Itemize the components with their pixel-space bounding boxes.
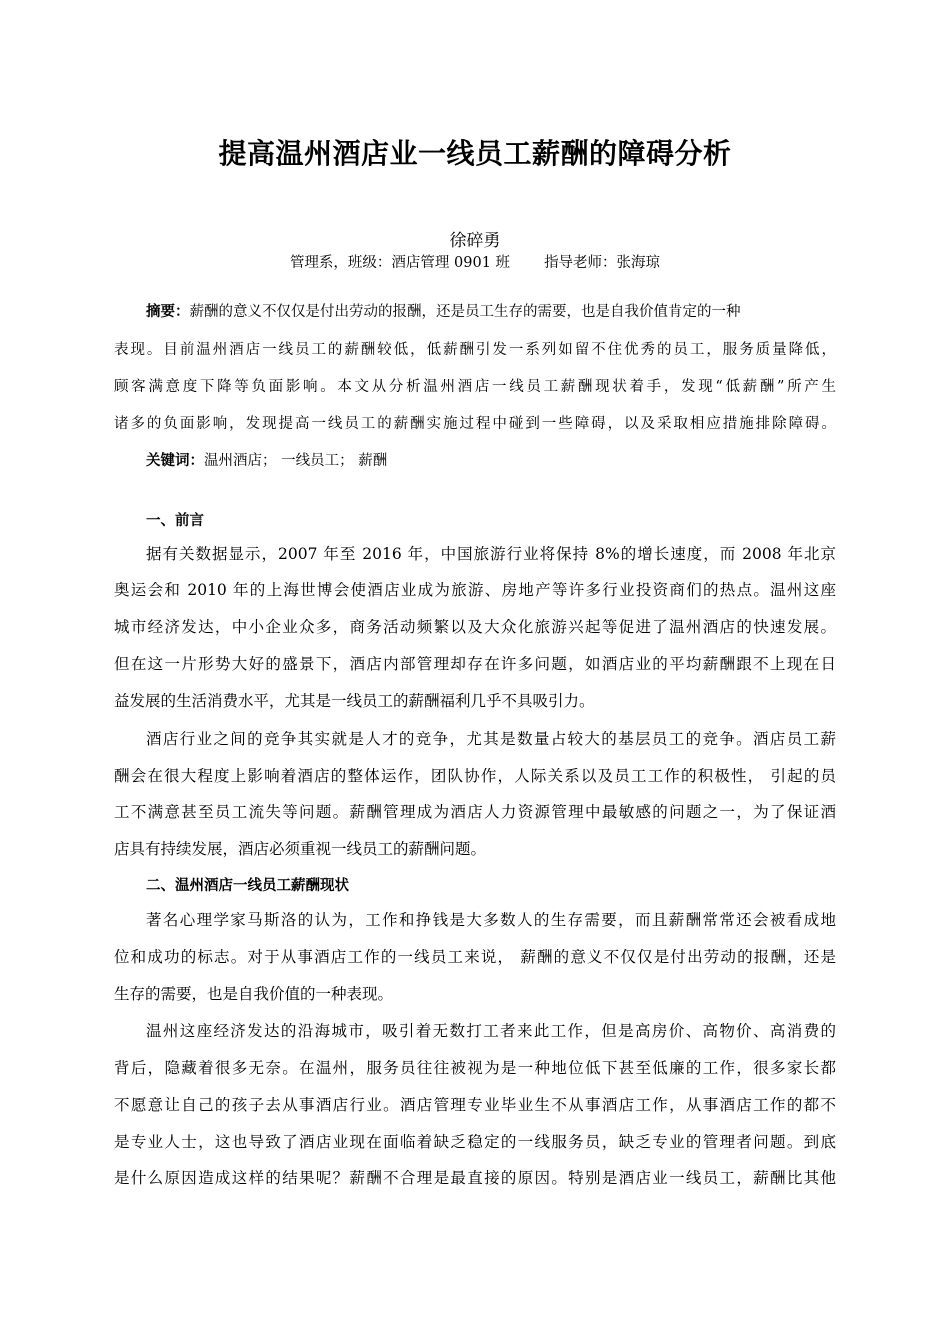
- body-line: 是专业人士，这也导致了酒店业现在面临着缺乏稳定的一线服务员，缺乏专业的管理者问题。到底: [114, 1133, 836, 1151]
- abstract-label: 摘要：: [146, 304, 190, 320]
- paper-title: 提高温州酒店业一线员工薪酬的障碍分析: [218, 137, 732, 170]
- body-line: 著名心理学家马斯洛的认为，工作和挣钱是大多数人的生存需要，而且薪酬常常还会被看成地: [146, 911, 836, 929]
- author-name: 徐碎勇: [449, 231, 501, 251]
- body-line: 城市经济发达，中小企业众多，商务活动频繁以及大众化旅游兴起等促进了温州酒店的快速发展。: [114, 618, 836, 636]
- body-line: 奥运会和 2010 年的上海世博会使酒店业成为旅游、房地产等许多行业投资商们的热点。温州这座: [114, 581, 836, 599]
- body-line: 但在这一片形势大好的盛景下，酒店内部管理却存在许多问题，如酒店业的平均薪酬跟不上现在日: [114, 655, 836, 673]
- author-affiliation: [0, 251, 950, 272]
- abstract-line: 摘要：薪酬的意义不仅仅是付出劳动的报酬，还是员工生存的需要，也是自我价值肯定的一种: [146, 304, 741, 320]
- section-heading: 二、温州酒店一线员工薪酬现状: [146, 878, 349, 894]
- abstract-line: 诸多的负面影响，发现提高一线员工的薪酬实施过程中碰到一些障碍，以及采取相应措施排除障碍。: [114, 416, 836, 432]
- body-line: 不愿意让自己的孩子去从事酒店行业。酒店管理专业毕业生不从事酒店工作，从事酒店工作的都不: [114, 1096, 836, 1114]
- abstract-line: 顾客满意度下降等负面影响。本文从分析温州酒店一线员工薪酬现状着手，发现“低薪酬”所产生: [114, 379, 836, 395]
- body-line: 位和成功的标志。对于从事酒店工作的一线员工来说， 薪酬的意义不仅仅是付出劳动的报酬，还是: [114, 948, 836, 966]
- section-heading: 一、前言: [146, 513, 204, 529]
- dept-class: 管理系，班级：酒店管理 0901 班: [289, 255, 511, 271]
- body-line: 工不满意甚至员工流失等问题。薪酬管理成为酒店人力资源管理中最敏感的问题之一，为了保证酒: [114, 803, 836, 821]
- advisor: 指导老师：张海琼: [544, 255, 661, 271]
- keywords-text: 温州酒店； 一线员工； 薪酬: [204, 453, 388, 469]
- body-line: 酬会在很大程度上影响着酒店的整体运作，团队协作，人际关系以及员工工作的积极性， 引起的员: [114, 767, 836, 785]
- body-line: 背后，隐藏着很多无奈。在温州，服务员往往被视为是一种地位低下甚至低廉的工作，很多家长都: [114, 1059, 836, 1077]
- body-line: 据有关数据显示，2007 年至 2016 年，中国旅游行业将保持 8%的增长速度，而 2008 年北京: [146, 545, 836, 563]
- body-line: 益发展的生活消费水平，尤其是一线员工的薪酬福利几乎不具吸引力。: [114, 692, 595, 710]
- keywords-line: [146, 449, 836, 470]
- body-line: 温州这座经济发达的沿海城市，吸引着无数打工者来此工作，但是高房价、高物价、高消费的: [146, 1022, 836, 1040]
- body-line: 生存的需要，也是自我价值的一种表现。: [114, 985, 394, 1003]
- abstract-line: 表现。目前温州酒店一线员工的薪酬较低，低薪酬引发一系列如留不住优秀的员工，服务质量降低，: [114, 342, 836, 358]
- body-line: 酒店行业之间的竞争其实就是人才的竞争，尤其是数量占较大的基层员工的竞争。酒店员工薪: [146, 730, 836, 748]
- keywords-label: 关键词：: [146, 453, 204, 469]
- body-line: 店具有持续发展，酒店必须重视一线员工的薪酬问题。: [114, 840, 487, 858]
- body-line: 是什么原因造成这样的结果呢？薪酬不合理是最直接的原因。特别是酒店业一线员工，薪酬比其他: [114, 1169, 836, 1187]
